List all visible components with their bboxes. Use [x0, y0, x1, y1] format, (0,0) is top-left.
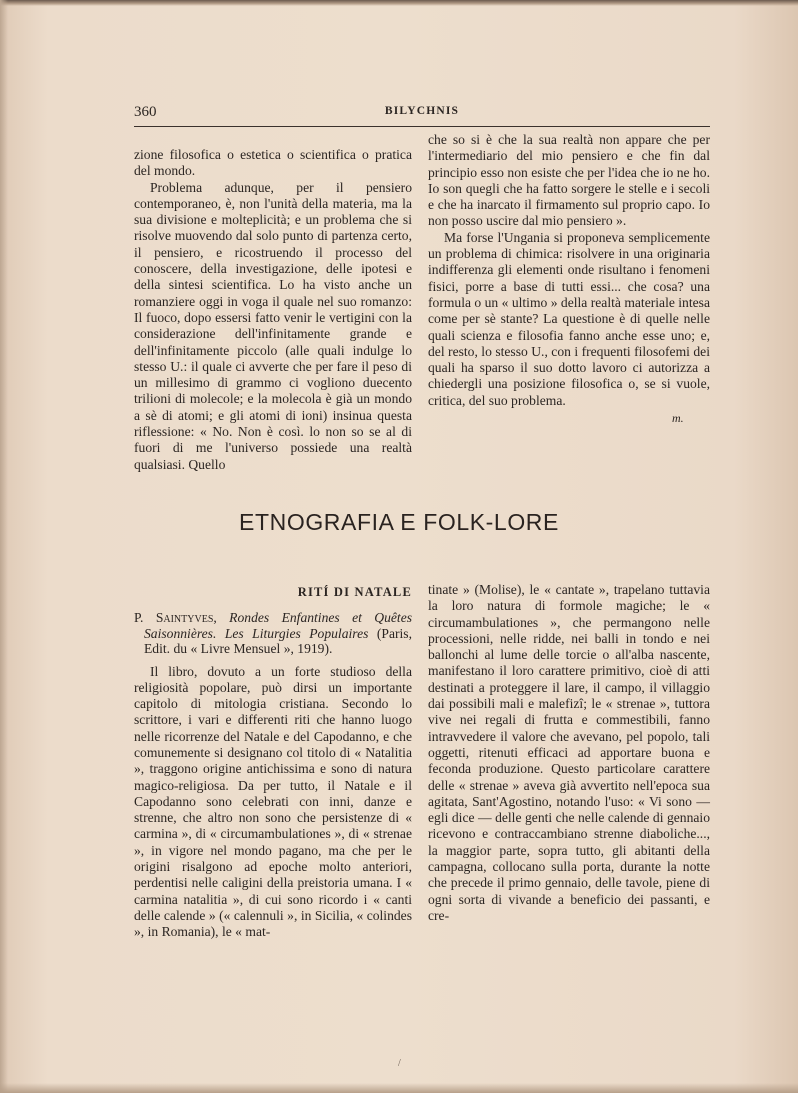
header-rule — [134, 126, 710, 127]
article-column-right — [428, 582, 710, 924]
article-column-left — [134, 610, 412, 941]
bibliography-publisher: (Paris, Edit. du « Livre Mensuel », 1919). — [144, 625, 412, 656]
footer-mark: / — [398, 1058, 401, 1069]
author-signature: m. — [672, 411, 684, 425]
paragraph: Problema adunque, per il pensiero contemporaneo, è, non l'unità della materia, ma la sua divisione e molteplicità; e un problema che si risolve muovendo dal solo punto di partenza certo, il pensiero, e ricostruendo il processo del conoscere, della investigazione, delle ipotesi e della sintesi scientifica. Lo ha visto anche un romanziere oggi in voga il quale nel suo romanzo: Il fuoco, dopo essersi fatto venir le vertigini con la considerazione dell'infinitamente grande e dell'infinitamente piccolo (alle quali indulge lo stesso U.: il quale ci avverte che per fare il peso di un millesimo di grammo ci vogliono duecento trilioni di molecole; e la molecola è già un mondo a sè di atomi; e gli atomi di ioni) insinua questa riflessione: « No. Non è così. lo non so se al di fuori di me l'universo possiede una realtà qualsiasi. Quello — [134, 179, 412, 472]
bottom-edge — [0, 1083, 798, 1093]
page-number: 360 — [134, 104, 157, 120]
running-title: BILYCHNIS — [384, 105, 460, 117]
bibliography-work: Rondes Enfantines et Quêtes Saisonnières. Les Liturgies Populaires — [144, 610, 413, 641]
left-edge — [0, 0, 8, 1093]
paragraph: tinate » (Molise), le « cantate », trapelano tuttavia la loro natura di formole magiche; le « circumambulationes », che permangono nelle processioni, nelle ridde, nei balli in tondo e nei ballonchi al lume delle torcie o all'alba nascente, manifestano il loro carattere primitivo, cioè di atti destinati a proteggere il lare, il campo, il villaggio dai possibili mali e malefizî; le « strenae », tuttora vive nei regali di frutta e commestibili, fanno intravvedere il valore che avevano, pel popolo, tali oggetti, ritenuti efficaci ad apportare buona e feconda produzione. Questo particolare carattere delle « strenae » aveva già avvertito nell'epoca sua agitata, Sant'Agostino, notando l'uso: « Vi sono — egli dice — delle genti che nelle calende di gennaio ricevono e contraccambiano strenne diaboliche..., la maggior parte, sopra tutto, gli abitanti della campagna, collocano sulla porta, durante la notte che precede il primo gennaio, delle tavole, piene di ogni sorta di vivande a beneficio dei passanti, e cre- — [428, 582, 710, 923]
top-column-left — [134, 147, 412, 473]
top-column-right — [428, 132, 710, 409]
article-title: RITÍ DI NATALE — [297, 585, 412, 599]
section-title: ETNOGRAFIA E FOLK-LORE — [239, 509, 559, 535]
paragraph: Ma forse l'Ungania si proponeva semplicemente un problema di chimica: risolvere in una originaria indifferenza gli elementi onde risultano i fenomeni fisici, porre a base di tutti essi... che cosa? una formula o un « ultimo » della realtà materiale intesa come per sè stante? La questione è di quelle nelle quali scienza e filosofia fanno anche esse uno; e, del resto, lo stesso U., con i frequenti filosofemi dei quali ha sparso il suo dotto lavoro ci autorizza a chiedergli una posizione filosofica o, se si vuole, critica, del suo problema. — [428, 229, 710, 408]
bibliography-entry: P. Saintyves, Rondes Enfantines et Quêtes Saisonnières. Les Liturgies Populaires (Paris, Edit. du « Livre Mensuel », 1919). — [134, 610, 413, 656]
bibliography-author: P. Saintyves — [134, 610, 214, 625]
page-header — [134, 104, 710, 124]
top-edge — [0, 0, 798, 6]
paragraph: zione filosofica o estetica o scientifica o pratica del mondo. — [134, 147, 412, 179]
paragraph: Il libro, dovuto a un forte studioso della religiosità popolare, può dirsi un importante capitolo di mitologia cristiana. Secondo lo scrittore, i vari e differenti riti che hanno luogo nelle ricorrenze del Natale e del Capodanno, e che comunemente si designano col titolo di « Natalitia », traggono origine antichissima e sono di natura magico-religiosa. Da per tutto, il Natale e il Capodanno sono celebrati con inni, danze e strenne, che altro non sono che persistenze di « carmina », di « circumambulationes », di « strenae », in vigore nel mondo pagano, ma che per le origini risalgono ad epoche molto anteriori, perdentisi nelle caligini della preistoria umana. I « carmina natalitia », di cui sono ricordo i « canti delle calende » (« calennuli », in Sicilia, « colindes », in Romania), le « mat- — [134, 663, 412, 940]
paragraph: che so si è che la sua realtà non appare che per l'intermediario del mio pensiero e che fin dal principio esso non esiste che per l'idea che io ne ho. Io son quegli che ha fatto sorgere le stelle e i secoli e che ha inarcato il firmamento sul proprio capo. Io non posso uscire dal mio pensiero ». — [428, 132, 710, 229]
